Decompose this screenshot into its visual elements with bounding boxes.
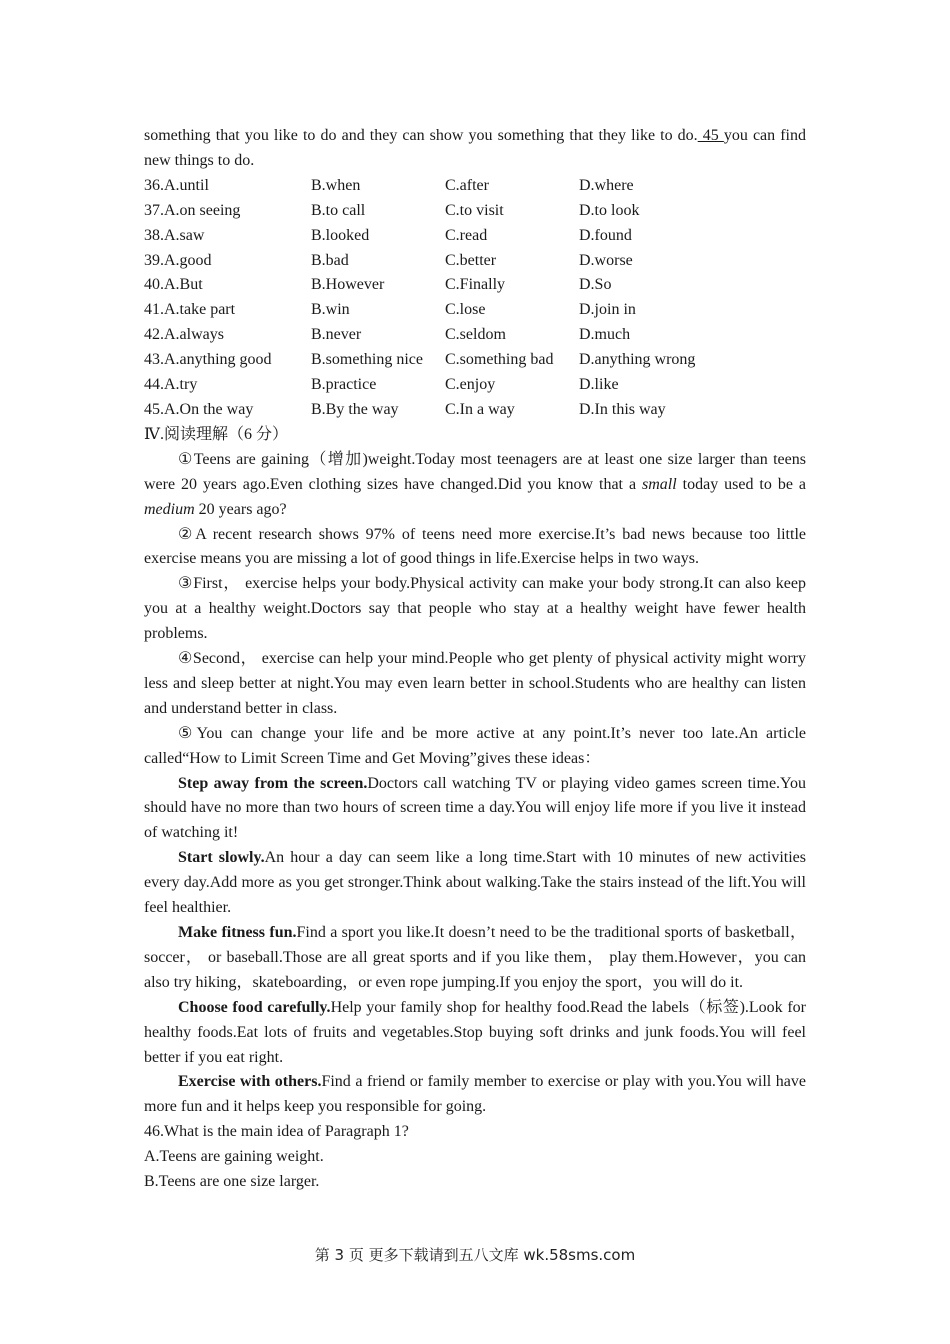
option-c: C.Finally [445, 276, 506, 294]
paragraph-1 [144, 448, 806, 523]
option-c: C.after [445, 176, 489, 194]
tip-4 [144, 996, 806, 1071]
option-b: B.when [311, 176, 361, 194]
option-d: D.like [579, 376, 619, 394]
option-a: 36.A.until [144, 176, 209, 194]
option-row [144, 174, 806, 199]
option-a: 42.A.always [144, 326, 224, 344]
option-row [144, 398, 806, 423]
option-b: B.never [311, 326, 362, 344]
option-a: 45.A.On the way [144, 400, 254, 418]
option-row [144, 348, 806, 373]
tip-1 [144, 772, 806, 847]
option-c: C.lose [445, 301, 486, 319]
tip-title: Step away from the screen. [178, 774, 368, 792]
p1-medium: medium [144, 500, 195, 518]
p1-text-2: today used to be a [676, 475, 806, 493]
tip-title: Make fitness fun. [178, 924, 297, 941]
p1-small: small [642, 475, 677, 493]
option-c: C.In a way [445, 400, 515, 418]
option-a: 44.A.try [144, 376, 198, 394]
option-row [144, 323, 806, 348]
option-c: C.better [445, 251, 497, 269]
option-row [144, 373, 806, 398]
intro-paragraph [144, 124, 806, 174]
option-c: C.to visit [445, 201, 504, 219]
tip-2 [144, 846, 806, 921]
option-b: B.win [311, 301, 350, 319]
option-b: B.bad [311, 251, 349, 269]
question-46: 46.What is the main idea of Paragraph 1? [144, 1123, 409, 1141]
option-d: D.much [579, 326, 631, 344]
option-c: C.something bad [445, 351, 554, 369]
option-d: D.So [579, 276, 612, 294]
option-row [144, 249, 806, 274]
tip-title: Start slowly. [178, 849, 265, 867]
options-table [144, 174, 806, 423]
option-a: 39.A.good [144, 251, 212, 269]
option-b: B.By the way [311, 400, 399, 418]
option-d: D.anything wrong [579, 351, 696, 369]
intro-text: something that you like to do and they can show you something that they like to do. [144, 127, 698, 144]
tip-5 [144, 1070, 806, 1120]
tip-text: Find a friend or family member to exercise or play with you.You will have more fun and it helps keep you responsible for going. [144, 1073, 806, 1116]
option-b: B.to call [311, 201, 366, 219]
option-b: B.practice [311, 376, 377, 394]
option-row [144, 199, 806, 224]
page-footer: 第 3 页 更多下载请到五八文库 wk.58sms.com [314, 1246, 636, 1264]
option-d: D.join in [579, 301, 636, 319]
blank-45: 45 [697, 127, 724, 144]
option-d: D.worse [579, 251, 633, 269]
tip-text: Help your family shop for healthy food.Read the labels（标签).Look for healthy foods.Eat lots of fruits and vegetables.Stop buying soft drinks and junk foods.You will feel better if you eat right. [144, 998, 806, 1066]
option-c: C.seldom [445, 326, 506, 344]
section-heading: Ⅳ.阅读理解（6 分） [144, 425, 288, 443]
option-d: D.In this way [579, 400, 666, 418]
tip-3 [144, 921, 806, 996]
answer-a: A.Teens are gaining weight. [144, 1148, 324, 1166]
document-body [144, 124, 806, 1195]
paragraph-4: ④Second， exercise can help your mind.People who get plenty of physical activity might worry less and sleep better at night.You may even learn better in school.Students who are healthy can listen and understand better in class. [144, 650, 806, 717]
tip-text: Doctors call watching TV or playing video games screen time.You should have no more than two hours of screen time a day.You will enjoy life more if you live it instead of watching it! [144, 774, 806, 842]
p1-text: ①Teens are gaining（增加)weight.Today most teenagers are at least one size larger than teens were 20 years ago.Even clothing sizes have changed.Did you know that a [144, 450, 806, 493]
paragraph-2: ②A recent research shows 97% of teens need more exercise.It’s bad news because too little exercise means you are missing a lot of good things in life.Exercise helps in two ways. [144, 525, 806, 568]
answer-b: B.Teens are one size larger. [144, 1173, 320, 1191]
option-a: 37.A.on seeing [144, 201, 241, 219]
option-c: C.enjoy [445, 376, 496, 394]
tip-text: Find a sport you like.It doesn’t need to be the traditional sports of basketball， soccer， or baseball.Those are all great sports and if you like them， play them.However，you can also try hiking，skateboarding，or even rope jumping.If you enjoy the sport，you will do it. [144, 924, 806, 991]
option-a: 40.A.But [144, 276, 203, 294]
option-d: D.where [579, 176, 634, 194]
option-d: D.found [579, 226, 632, 244]
option-row [144, 273, 806, 298]
option-a: 38.A.saw [144, 226, 205, 244]
option-b: B.something nice [311, 351, 423, 369]
option-c: C.read [445, 226, 488, 244]
option-a: 43.A.anything good [144, 351, 272, 369]
option-b: B.However [311, 276, 385, 294]
option-b: B.looked [311, 226, 370, 244]
tip-title: Choose food carefully. [178, 998, 331, 1016]
option-a: 41.A.take part [144, 301, 236, 319]
paragraph-5: ⑤You can change your life and be more active at any point.It’s never too late.An article called“How to Limit Screen Time and Get Moving”gives these ideas： [144, 724, 806, 767]
intro-text-end: you can find new things to do. [144, 127, 806, 169]
p1-text-3: 20 years ago? [194, 500, 287, 518]
tip-text: An hour a day can seem like a long time.Start with 10 minutes of new activities every day.Add more as you get stronger.Think about walking.Take the stairs instead of the lift.You will feel healthier. [144, 849, 806, 917]
option-row [144, 298, 806, 323]
option-d: D.to look [579, 201, 640, 219]
tip-title: Exercise with others. [178, 1073, 322, 1091]
option-row [144, 224, 806, 249]
paragraph-3: ③First， exercise helps your body.Physical activity can make your body strong.It can also keep you at a healthy weight.Doctors say that people who stay at a healthy weight have fewer health problems. [144, 575, 806, 643]
